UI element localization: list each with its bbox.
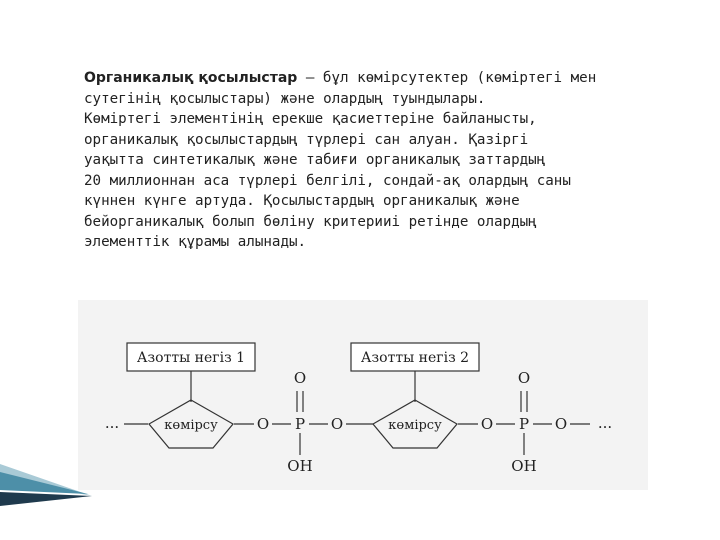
sugar-1-label: көмірсу: [164, 418, 218, 433]
paragraph-line-4: органикалық қосылыстардың түрлері сан алуан. Қазіргі: [84, 131, 529, 148]
nitrogen-base-2-label: Азотты негіз 2: [360, 350, 470, 366]
paragraph-line-9: элементтік құрамы алынады.: [84, 234, 307, 250]
paragraph-line-3: Көміртегі элементінің ерекше қасиеттеріне байланысты,: [84, 111, 537, 127]
p2-top-oxygen: O: [517, 369, 531, 387]
oxygen-link-1: O: [256, 415, 270, 433]
oxygen-link-2: O: [330, 415, 344, 433]
paragraph-line-2: сутегінің қосылыстары) және олардың туындылары.: [84, 90, 486, 107]
body-paragraph: [84, 68, 654, 253]
phosphorus-1: P: [294, 415, 306, 433]
ellipsis-right: ...: [597, 414, 613, 432]
oxygen-link-3: O: [480, 415, 494, 433]
paragraph-line-6: 20 миллионнан аса түрлері белгілі, сондай-ақ олардың саны: [84, 172, 571, 189]
paragraph-line-1-rest: – бұл көмірсутектер (көміртегі мен: [297, 70, 597, 86]
paragraph-line-8: бейорганикалық болып бөліну критерииі ретінде олардың: [84, 213, 537, 230]
deco-dark-wave: [0, 492, 92, 506]
paragraph-line-1: [84, 68, 654, 89]
sugar-2-label: көмірсу: [388, 418, 442, 433]
oxygen-link-4: O: [554, 415, 568, 433]
p1-top-oxygen: O: [293, 369, 307, 387]
ellipsis-left: ...: [104, 414, 120, 432]
paragraph-line-7: күннен күнге артуда. Қосылыстардың органикалық және: [84, 193, 520, 209]
term-heading: Органикалық қосылыстар: [84, 70, 298, 86]
paragraph-line-5: уақытта синтетикалық және табиғи органикалық заттардың: [84, 152, 546, 168]
p2-hydroxyl: OH: [511, 457, 537, 475]
phosphorus-2: P: [518, 415, 530, 433]
nitrogen-base-1-label: Азотты негіз 1: [136, 350, 246, 366]
p1-hydroxyl: OH: [287, 457, 313, 475]
corner-decoration: [0, 440, 720, 540]
